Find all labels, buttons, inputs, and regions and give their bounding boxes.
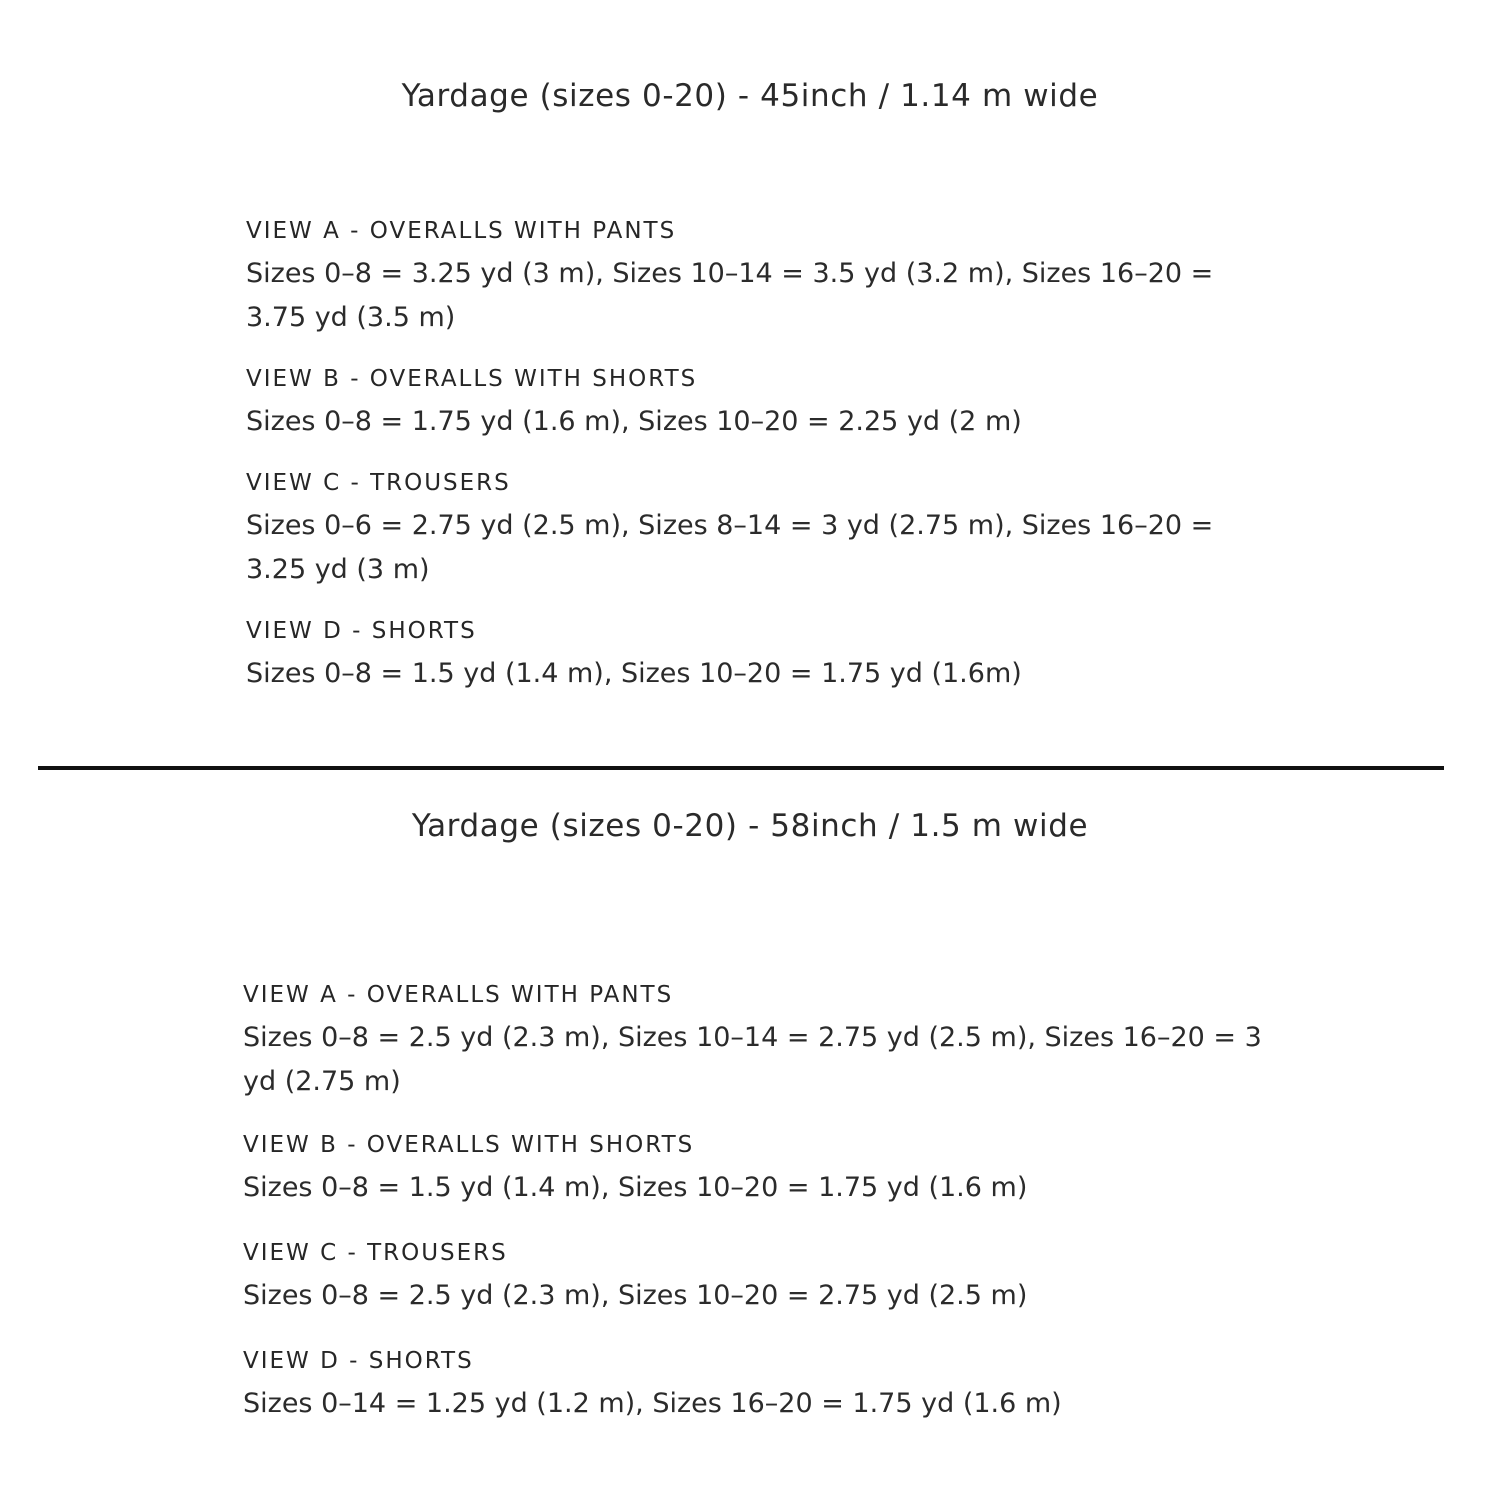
view-sizes: Sizes 0–6 = 2.75 yd (2.5 m), Sizes 8–14 = 3 yd (2.75 m), Sizes 16–20 = 3.25 yd (3 m) <box>246 510 1214 585</box>
view-sizes: Sizes 0–8 = 1.5 yd (1.4 m), Sizes 10–20 = 1.75 yd (1.6 m) <box>243 1172 1028 1203</box>
yardage-list-45inch <box>246 216 1276 696</box>
view-a-entry <box>246 216 1276 340</box>
view-heading: VIEW B - OVERALLS WITH SHORTS <box>246 366 698 392</box>
view-sizes: Sizes 0–8 = 3.25 yd (3 m), Sizes 10–14 = 3.5 yd (3.2 m), Sizes 16–20 = 3.75 yd (3.5 m) <box>246 258 1214 333</box>
view-d-entry <box>243 1346 1273 1426</box>
view-a-entry <box>243 980 1273 1104</box>
view-sizes: Sizes 0–8 = 1.75 yd (1.6 m), Sizes 10–20 = 2.25 yd (2 m) <box>246 406 1022 437</box>
view-c-entry <box>243 1238 1273 1318</box>
section-title-45inch: Yardage (sizes 0-20) - 45inch / 1.14 m wide <box>401 78 1099 114</box>
view-sizes: Sizes 0–14 = 1.25 yd (1.2 m), Sizes 16–20 = 1.75 yd (1.6 m) <box>243 1388 1062 1419</box>
view-heading: VIEW D - SHORTS <box>243 1348 474 1374</box>
yardage-list-58inch <box>243 980 1273 1426</box>
view-heading: VIEW D - SHORTS <box>246 618 477 644</box>
section-divider <box>38 766 1444 770</box>
view-d-entry <box>246 616 1276 696</box>
view-heading: VIEW B - OVERALLS WITH SHORTS <box>243 1132 695 1158</box>
view-b-entry <box>243 1130 1273 1210</box>
view-sizes: Sizes 0–8 = 1.5 yd (1.4 m), Sizes 10–20 = 1.75 yd (1.6m) <box>246 658 1022 689</box>
view-heading: VIEW A - OVERALLS WITH PANTS <box>243 982 674 1008</box>
section-title-58inch: Yardage (sizes 0-20) - 58inch / 1.5 m wide <box>411 808 1089 844</box>
view-b-entry <box>246 364 1276 444</box>
view-sizes: Sizes 0–8 = 2.5 yd (2.3 m), Sizes 10–14 = 2.75 yd (2.5 m), Sizes 16–20 = 3 yd (2.75 m) <box>243 1022 1262 1097</box>
view-heading: VIEW C - TROUSERS <box>243 1240 508 1266</box>
view-heading: VIEW C - TROUSERS <box>246 470 511 496</box>
view-sizes: Sizes 0–8 = 2.5 yd (2.3 m), Sizes 10–20 = 2.75 yd (2.5 m) <box>243 1280 1028 1311</box>
view-c-entry <box>246 468 1276 592</box>
view-heading: VIEW A - OVERALLS WITH PANTS <box>246 218 677 244</box>
